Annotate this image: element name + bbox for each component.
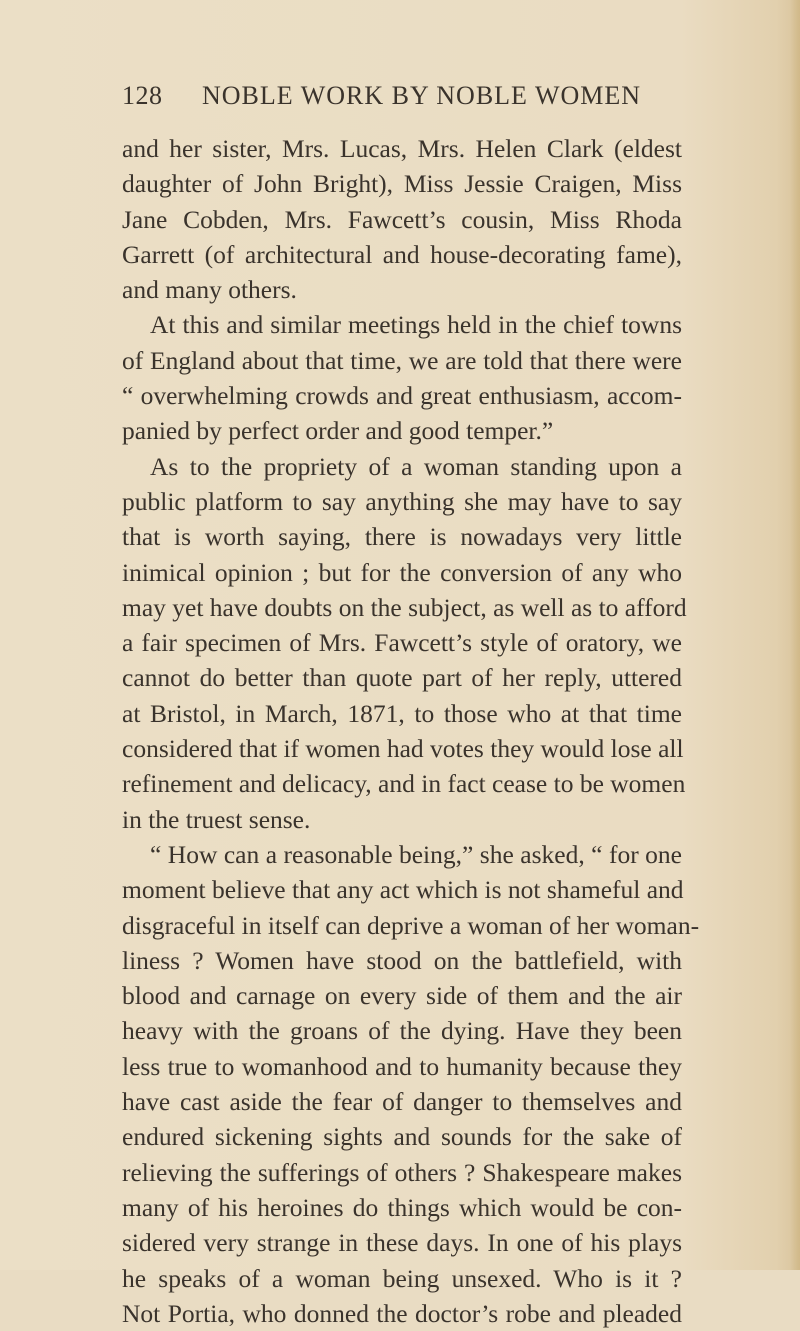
text-line: have cast aside the fear of danger to themselves and — [122, 1087, 682, 1117]
text-line: considered that if women had votes they would lose all — [122, 734, 684, 764]
page-edge-shadow — [790, 0, 800, 1270]
text-line: at Bristol, in March, 1871, to those who at that time — [122, 698, 682, 728]
page-header — [122, 76, 682, 116]
running-title: NOBLE WORK BY NOBLE WOMEN — [202, 81, 642, 110]
text-line: At this and similar meetings held in the chief towns — [150, 310, 682, 340]
text-line: cannot do better than quote part of her reply, uttered — [122, 663, 682, 693]
text-line: liness ? Women have stood on the battlefield, with — [122, 945, 682, 975]
page-number: 128 — [122, 81, 163, 110]
text-line: public platform to say anything she may have to say — [122, 486, 682, 516]
text-line: disgraceful in itself can deprive a woman of her woman- — [122, 910, 700, 940]
text-line: Jane Cobden, Mrs. Fawcett’s cousin, Miss Rhoda — [122, 204, 682, 234]
text-line: of England about that time, we are told that there were — [122, 345, 682, 375]
text-line: relieving the sufferings of others ? Shakespeare makes — [122, 1157, 682, 1187]
text-line: Not Portia, who donned the doctor’s robe and pleaded — [122, 1298, 682, 1328]
text-line: less true to womanhood and to humanity because they — [122, 1051, 682, 1081]
text-line: and many others. — [122, 275, 297, 305]
text-line: a fair specimen of Mrs. Fawcett’s style of oratory, we — [122, 628, 682, 658]
text-line: blood and carnage on every side of them and the air — [122, 981, 682, 1011]
text-line: heavy with the groans of the dying. Have they been — [122, 1016, 682, 1046]
text-line: Garrett (of architectural and house-decorating fame), — [122, 239, 682, 269]
text-line: panied by perfect order and good temper.” — [122, 416, 554, 446]
text-line: “ overwhelming crowds and great enthusiasm, accom- — [122, 381, 682, 411]
text-line: inimical opinion ; but for the conversion of any who — [122, 557, 682, 587]
text-line: he speaks of a woman being unsexed. Who is it ? — [122, 1263, 682, 1293]
text-line: sidered very strange in these days. In one of his plays — [122, 1228, 682, 1258]
body-text — [122, 131, 700, 1331]
text-line: “ How can a reasonable being,” she asked, “ for one — [150, 839, 682, 869]
text-line: endured sickening sights and sounds for the sake of — [122, 1122, 682, 1152]
text-line: As to the propriety of a woman standing upon a — [150, 451, 682, 481]
text-line: daughter of John Bright), Miss Jessie Craigen, Miss — [122, 169, 682, 199]
text-line: may yet have doubts on the subject, as well as to afford — [122, 592, 687, 622]
text-line: many of his heroines do things which would be con- — [122, 1192, 682, 1222]
text-line: moment believe that any act which is not shameful and — [122, 875, 684, 905]
text-line: and her sister, Mrs. Lucas, Mrs. Helen Clark (eldest — [122, 134, 682, 163]
text-line: that is worth saying, there is nowadays very little — [122, 522, 682, 552]
text-line: refinement and delicacy, and in fact cease to be women — [122, 769, 686, 799]
text-line: in the truest sense. — [122, 804, 311, 834]
